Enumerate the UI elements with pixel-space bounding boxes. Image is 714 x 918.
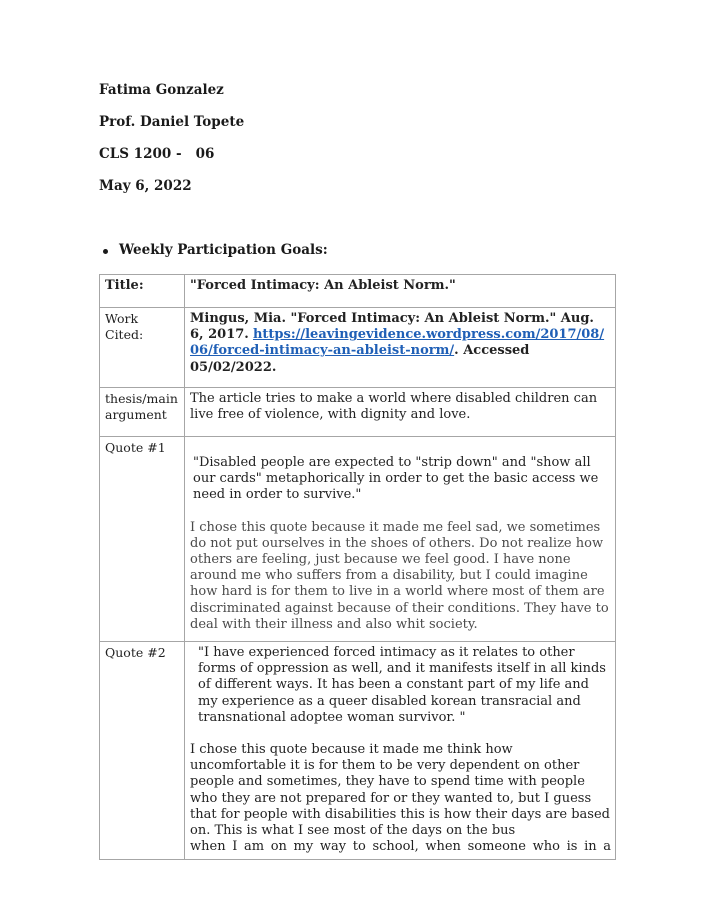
- citation-link[interactable]: https://leavingevidence.wordpress.com/2017/08/06/forced-intimacy-an-ableist-norm/: [190, 327, 605, 359]
- accessed-text: . Accessed 05/02/2022.: [190, 343, 530, 375]
- quote-1-cell: [185, 437, 616, 642]
- participation-table: [99, 274, 616, 860]
- work-cited-label: Work Cited:: [100, 308, 185, 388]
- work-cited-value: [185, 308, 616, 388]
- citation-text: Mingus, Mia. "Forced Intimacy: An Ableist Norm." Aug. 6, 2017.: [190, 311, 594, 343]
- quote-1-response: I chose this quote because it made me feel sad, we sometimes do not put ourselves in the shoes of others. Do not realize how others are feeling, just because we feel good. I have none around me who suffers from a disability, but I could imagine how hard is for them to live in a world where most of them are discriminated against because of their conditions. They have to deal with their illness and also whit society.: [190, 519, 609, 632]
- table-row-quote-2: [100, 642, 616, 860]
- section-heading: [119, 242, 328, 258]
- title-value: "Forced Intimacy: An Ableist Norm.": [185, 275, 616, 308]
- section-heading-text: Weekly Participation Goals:: [119, 242, 328, 258]
- quote-2-response: I chose this quote because it made me think how uncomfortable it is for them to be very dependent on other people and sometimes, they have to spend time with people who they are not prepared for or they wanted to, but I guess that for people with disabilities this is how their days are based on. This is what I see most of the days on the bus: [190, 742, 610, 839]
- quote-2-response-last-line: when I am on my way to school, when someone who is in a: [190, 839, 611, 855]
- quote-1-text: "Disabled people are expected to "strip down" and "show all our cards" metaphorically in order to get the basic access we need in order to survive.": [193, 455, 599, 503]
- bullet-icon: [103, 249, 108, 254]
- table-row-work-cited: [100, 308, 616, 388]
- title-label: Title:: [100, 275, 185, 308]
- thesis-label: thesis/main argument: [100, 388, 185, 437]
- quote-2-text: "I have experienced forced intimacy as it relates to other forms of oppression as well, and it manifests itself in all kinds of different ways. It has been a constant part of my life and my experience as a queer disabled korean transracial and transnational adoptee woman survivor. ": [198, 645, 606, 725]
- quote-1-label: Quote #1: [100, 437, 185, 642]
- author-name: Fatima Gonzalez: [99, 82, 224, 98]
- table-row-thesis: [100, 388, 616, 437]
- professor-name: Prof. Daniel Topete: [99, 114, 245, 130]
- table-row-quote-1: [100, 437, 616, 642]
- thesis-text: The article tries to make a world where disabled children can live free of violence, with dignity and love.: [185, 388, 616, 437]
- submission-date: May 6, 2022: [99, 178, 192, 194]
- table-row-title: [100, 275, 616, 308]
- quote-2-label: Quote #2: [100, 642, 185, 860]
- course-code: CLS 1200 - 06: [99, 146, 215, 162]
- quote-2-cell: [185, 642, 616, 860]
